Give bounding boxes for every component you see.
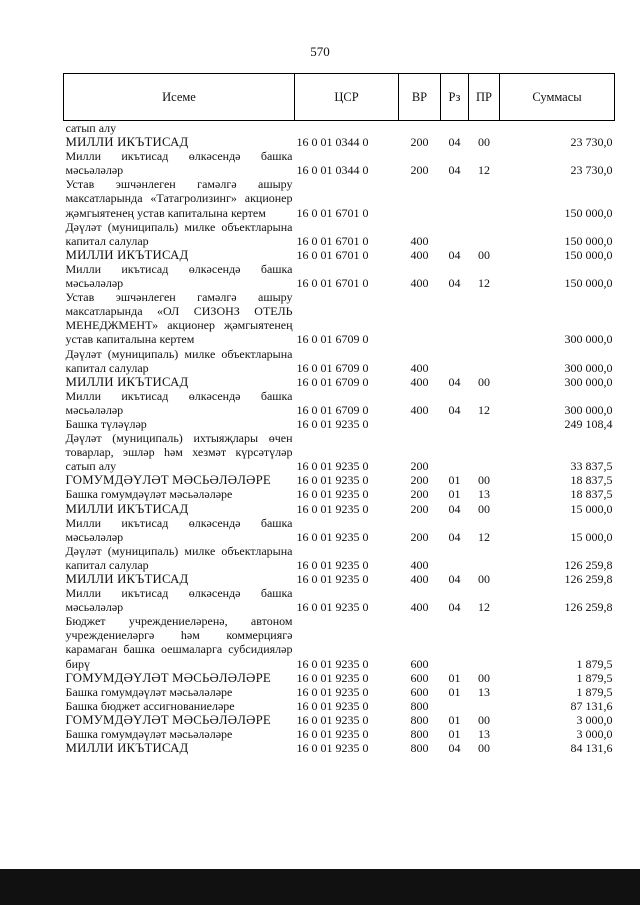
cell-rz xyxy=(441,417,469,431)
header-vr: ВР xyxy=(399,74,441,121)
table-row xyxy=(64,516,615,544)
cell-pr xyxy=(469,290,500,346)
cell-vr xyxy=(399,417,441,431)
cell-code: 16 0 01 9235 0 xyxy=(296,473,369,488)
cell-rz: 01 xyxy=(448,487,461,502)
cell-sum: 300 000,0 xyxy=(564,402,613,417)
cell-name: Милли икътисад өлкәсендә башка мәсьәләләр xyxy=(65,586,293,615)
cell-pr: 00 xyxy=(478,572,490,586)
cell-code: 16 0 01 6701 0 xyxy=(296,205,369,220)
cell-code: 16 0 01 6701 0 xyxy=(296,233,369,248)
cell-sum: 150 000,0 xyxy=(564,233,613,248)
cell-name: Башка гомумдәүләт мәсьәләләре xyxy=(65,487,233,502)
cell-pr: 00 xyxy=(478,473,490,488)
cell-name: Дәүләт (муниципаль) ихтыяҗлары өчен товарлар, эшләр һәм хезмәт күрсәтүләр сатып алу xyxy=(65,431,293,474)
cell-pr: 00 xyxy=(478,712,490,727)
cell-code: 16 0 01 9235 0 xyxy=(296,684,369,699)
cell-vr: 400 xyxy=(410,600,429,615)
cell-sum: 23 730,0 xyxy=(570,135,613,150)
cell-code: 16 0 01 9235 0 xyxy=(296,698,369,713)
cell-name: Дәүләт (муниципаль) милке объектларына капитал салулар xyxy=(65,543,293,572)
cell-code: 16 0 01 9235 0 xyxy=(296,572,369,586)
cell-name: ГОМУМДӘҮЛӘТ МӘСЬӘЛӘЛӘРЕ xyxy=(65,712,271,727)
cell-code: 16 0 01 9235 0 xyxy=(296,741,369,756)
cell-pr: 12 xyxy=(478,163,490,178)
budget-table xyxy=(63,73,615,755)
cell-name: ГОМУМДӘҮЛӘТ МӘСЬӘЛӘЛӘРЕ xyxy=(65,473,271,488)
cell-pr: 00 xyxy=(478,741,490,756)
header-rz: Рз xyxy=(441,74,469,121)
cell-pr: 13 xyxy=(478,487,490,502)
table-row xyxy=(64,347,615,375)
cell-rz: 01 xyxy=(448,727,461,742)
header-name: Исеме xyxy=(64,74,295,121)
cell-vr: 600 xyxy=(410,670,429,685)
cell-code xyxy=(295,121,399,136)
cell-pr: 12 xyxy=(478,529,490,544)
cell-name: ГОМУМДӘҮЛӘТ МӘСЬӘЛӘЛӘРЕ xyxy=(65,670,271,685)
cell-pr: 00 xyxy=(478,135,490,150)
cell-name: Башка гомумдәүләт мәсьәләләре xyxy=(65,727,233,742)
cell-name: Башка түләүләр xyxy=(65,416,147,431)
cell-code: 16 0 01 6701 0 xyxy=(296,276,369,291)
cell-rz xyxy=(441,121,469,136)
cell-sum: 33 837,5 xyxy=(570,459,613,474)
cell-pr: 12 xyxy=(478,276,490,291)
cell-vr: 200 xyxy=(410,135,429,150)
cell-code: 16 0 01 9235 0 xyxy=(296,529,369,544)
cell-code: 16 0 01 9235 0 xyxy=(296,501,369,516)
cell-name: Дәүләт (муниципаль) милке объектларына капитал салулар xyxy=(65,219,293,248)
table-row xyxy=(64,248,615,262)
cell-rz xyxy=(441,544,469,572)
cell-code: 16 0 01 6709 0 xyxy=(296,332,369,347)
cell-sum: 18 837,5 xyxy=(570,473,613,488)
table-row xyxy=(64,741,615,755)
cell-name: Башка гомумдәүләт мәсьәләләре xyxy=(65,684,233,699)
cell-pr xyxy=(469,614,500,670)
header-sum: Суммасы xyxy=(500,74,615,121)
cell-name: МИЛЛИ ИКЪТИСАД xyxy=(65,741,189,756)
cell-vr: 200 xyxy=(410,501,429,516)
cell-pr: 12 xyxy=(478,600,490,615)
table-header-row xyxy=(64,74,615,121)
cell-code: 16 0 01 6709 0 xyxy=(296,360,369,375)
cell-pr: 13 xyxy=(478,684,490,699)
cell-name: Милли икътисад өлкәсендә башка мәсьәләләр xyxy=(65,515,293,544)
table-row xyxy=(64,473,615,487)
table-row xyxy=(64,389,615,417)
cell-name: Милли икътисад өлкәсендә башка мәсьәләләр xyxy=(65,388,293,417)
cell-vr: 400 xyxy=(410,374,429,389)
cell-rz: 04 xyxy=(448,402,461,417)
cell-code: 16 0 01 0344 0 xyxy=(296,135,369,150)
cell-vr: 800 xyxy=(410,727,429,742)
cell-sum: 150 000,0 xyxy=(564,276,613,291)
header-code: ЦСР xyxy=(295,74,399,121)
cell-vr xyxy=(399,121,441,136)
cell-rz: 01 xyxy=(448,473,461,488)
cell-rz: 01 xyxy=(448,670,461,685)
cell-code: 16 0 01 9235 0 xyxy=(296,656,369,671)
table-row xyxy=(64,431,615,473)
cell-pr: 00 xyxy=(478,247,490,262)
header-pr: ПР xyxy=(469,74,500,121)
cell-vr: 400 xyxy=(410,557,429,572)
cell-code: 16 0 01 6709 0 xyxy=(296,374,369,389)
cell-vr: 200 xyxy=(410,529,429,544)
cell-rz xyxy=(441,347,469,375)
cell-vr: 400 xyxy=(410,233,429,248)
cell-pr xyxy=(469,347,500,375)
cell-pr xyxy=(469,544,500,572)
cell-name: МИЛЛИ ИКЪТИСАД xyxy=(65,247,189,262)
table-row xyxy=(64,121,615,136)
cell-pr xyxy=(469,699,500,713)
table-row xyxy=(64,149,615,177)
cell-sum: 3 000,0 xyxy=(576,727,613,742)
cell-code: 16 0 01 9235 0 xyxy=(296,487,369,502)
cell-name: МИЛЛИ ИКЪТИСАД xyxy=(65,135,189,150)
page-number: 570 xyxy=(310,44,330,59)
cell-rz: 04 xyxy=(448,572,461,586)
cell-sum: 15 000,0 xyxy=(570,529,613,544)
cell-sum: 1 879,5 xyxy=(576,670,613,685)
cell-sum: 300 000,0 xyxy=(564,332,613,347)
table-row xyxy=(64,671,615,685)
table-row xyxy=(64,713,615,727)
cell-rz: 01 xyxy=(448,684,461,699)
cell-sum: 300 000,0 xyxy=(564,374,613,389)
cell-name: Милли икътисад өлкәсендә башка мәсьәләләр xyxy=(65,261,293,291)
cell-vr: 400 xyxy=(410,360,429,375)
cell-vr: 200 xyxy=(410,459,429,474)
cell-vr: 600 xyxy=(410,684,429,699)
table-row xyxy=(64,375,615,389)
cell-vr: 800 xyxy=(410,712,429,727)
cell-rz: 04 xyxy=(448,600,461,615)
cell-sum: 84 131,6 xyxy=(570,741,613,756)
cell-rz: 01 xyxy=(448,712,461,727)
cell-name: Милли икътисад өлкәсендә башка мәсьәләләр xyxy=(65,149,293,178)
cell-code: 16 0 01 9235 0 xyxy=(296,459,369,474)
cell-pr: 00 xyxy=(478,670,490,685)
cell-name: Башка бюджет ассигнованиеләре xyxy=(65,698,235,713)
cell-vr: 400 xyxy=(410,402,429,417)
cell-vr: 200 xyxy=(410,163,429,178)
cell-sum: 23 730,0 xyxy=(570,163,613,178)
cell-rz: 04 xyxy=(448,247,461,262)
cell-rz: 04 xyxy=(448,163,461,178)
cell-pr xyxy=(469,177,500,219)
cell-code: 16 0 01 0344 0 xyxy=(296,163,369,178)
cell-pr xyxy=(469,220,500,248)
cell-rz xyxy=(441,699,469,713)
table-row xyxy=(64,487,615,501)
cell-vr: 800 xyxy=(410,741,429,756)
cell-code: 16 0 01 9235 0 xyxy=(296,670,369,685)
cell-sum: 150 000,0 xyxy=(564,205,613,220)
cell-vr xyxy=(399,177,441,219)
cell-sum: 150 000,0 xyxy=(564,247,613,262)
table-row xyxy=(64,220,615,248)
table-row xyxy=(64,572,615,586)
cell-sum: 15 000,0 xyxy=(570,501,613,516)
cell-name: МИЛЛИ ИКЪТИСАД xyxy=(65,501,189,516)
cell-code: 16 0 01 9235 0 xyxy=(296,727,369,742)
cell-sum: 18 837,5 xyxy=(570,487,613,502)
cell-rz: 04 xyxy=(448,529,461,544)
cell-sum: 1 879,5 xyxy=(576,656,613,671)
table-row xyxy=(64,544,615,572)
cell-rz xyxy=(441,614,469,670)
cell-rz: 04 xyxy=(448,741,461,756)
cell-name: Бюджет учреждениеләренә, автоном учреждениеләргә һәм коммерциягә карамаган башка оешмаларга субсидияләр бирү xyxy=(65,614,293,671)
cell-name: Дәүләт (муниципаль) милке объектларына капитал салулар xyxy=(65,346,293,375)
cell-vr xyxy=(399,290,441,346)
scan-edge-bar xyxy=(0,869,640,905)
cell-sum: 87 131,6 xyxy=(570,698,613,713)
table-row xyxy=(64,417,615,431)
cell-pr xyxy=(469,417,500,431)
cell-sum: 126 259,8 xyxy=(564,600,613,615)
cell-pr xyxy=(469,431,500,473)
table-row xyxy=(64,685,615,699)
cell-code: 16 0 01 9235 0 xyxy=(296,557,369,572)
cell-vr: 800 xyxy=(410,698,429,713)
cell-pr: 13 xyxy=(478,727,490,742)
table-row xyxy=(64,290,615,346)
cell-vr: 400 xyxy=(410,247,429,262)
cell-sum: 1 879,5 xyxy=(576,684,613,699)
cell-rz xyxy=(441,177,469,219)
cell-rz: 04 xyxy=(448,374,461,389)
cell-name: МИЛЛИ ИКЪТИСАД xyxy=(65,374,189,389)
cell-sum: 126 259,8 xyxy=(564,557,613,572)
cell-vr: 600 xyxy=(410,656,429,671)
table-row xyxy=(64,699,615,713)
cell-sum: 300 000,0 xyxy=(564,360,613,375)
table-body xyxy=(64,121,615,756)
cell-pr: 00 xyxy=(478,374,490,389)
cell-rz xyxy=(441,220,469,248)
cell-name: МИЛЛИ ИКЪТИСАД xyxy=(65,572,189,586)
table-row xyxy=(64,177,615,219)
cell-sum: 3 000,0 xyxy=(576,712,613,727)
table-row xyxy=(64,586,615,614)
cell-name: Устав эшчәнлеген гамәлгә ашыру максатларында «Татагролизинг» акционер җәмгыятенең устав капиталына кертем xyxy=(65,177,293,220)
cell-code: 16 0 01 9235 0 xyxy=(296,600,369,615)
table-row xyxy=(64,727,615,741)
cell-name: Устав эшчәнлеген гамәлгә ашыру максатларында «ОЛ СИЗОНЗ ОТЕЛЬ МЕНЕДЖМЕНТ» акционер җәмгыятенең устав капиталына кертем xyxy=(65,290,293,347)
cell-vr: 200 xyxy=(410,487,429,502)
cell-code: 16 0 01 6701 0 xyxy=(296,247,369,262)
cell-sum: 249 108,4 xyxy=(564,416,613,431)
cell-sum xyxy=(500,121,615,136)
cell-rz: 04 xyxy=(448,276,461,291)
table-row xyxy=(64,135,615,149)
cell-sum: 126 259,8 xyxy=(564,572,613,586)
cell-pr: 00 xyxy=(478,501,490,516)
cell-code: 16 0 01 6709 0 xyxy=(296,402,369,417)
cell-vr: 400 xyxy=(410,572,429,586)
cell-rz: 04 xyxy=(448,501,461,516)
cell-name: сатып алу xyxy=(65,121,117,135)
table-row xyxy=(64,614,615,670)
cell-rz xyxy=(441,431,469,473)
cell-vr: 400 xyxy=(410,276,429,291)
cell-rz: 04 xyxy=(448,135,461,150)
cell-code: 16 0 01 9235 0 xyxy=(296,712,369,727)
cell-pr: 12 xyxy=(478,402,490,417)
table-row xyxy=(64,502,615,516)
table-row xyxy=(64,262,615,290)
cell-vr: 200 xyxy=(410,473,429,488)
cell-pr xyxy=(469,121,500,136)
cell-code: 16 0 01 9235 0 xyxy=(296,416,369,431)
cell-rz xyxy=(441,290,469,346)
